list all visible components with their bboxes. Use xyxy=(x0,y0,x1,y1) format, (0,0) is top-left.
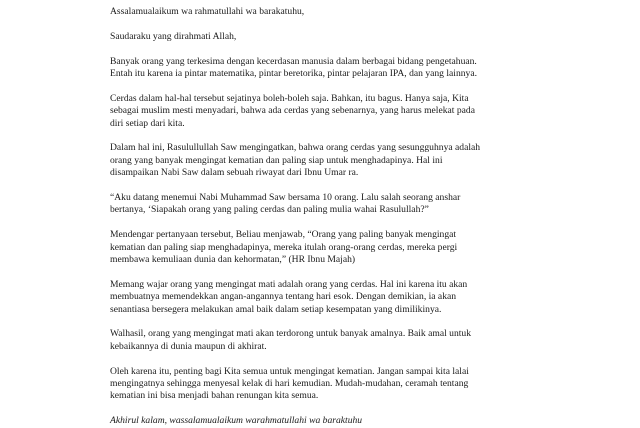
paragraph: Walhasil, orang yang mengingat mati akan terdorong untuk banyak amalnya. Baik amal untuk kebaikannya di dunia maupun di akhirat. xyxy=(110,328,472,352)
salutation: Assalamualaikum wa rahmatullahi wa barakatuhu, xyxy=(110,6,305,17)
paragraph: Dalam hal ini, Rasulullullah Saw mengingatkan, bahwa orang cerdas yang sesungguhnya adalah orang yang banyak mengingat kematian dan paling siap untuk menghadapinya. Hal ini disampaikan Nabi Saw dalam sebuah riwayat dari Ibnu Umar ra. xyxy=(110,142,481,179)
greeting: Saudaraku yang dirahmati Allah, xyxy=(110,30,237,42)
paragraph: Memang wajar orang yang mengingat mati adalah orang yang cerdas. Hal ini karena itu akan membuatnya memendekkan angan-angannya tentang hari esok. Dengan demikian, ia akan senantiasa bersegera melakukan amal baik dalam setiap kesempatan yang dimilikinya. xyxy=(110,278,468,315)
document-body xyxy=(110,6,530,428)
paragraph: Banyak orang yang terkesima dengan kecerdasan manusia dalam berbagai bidang pengetahuan. Entah itu karena ia pintar matematika, pintar beretorika, pintar pelajaran IPA, dan yang lainnya. xyxy=(110,55,478,79)
hadith-quote: “Aku datang menemui Nabi Muhammad Saw bersama 10 orang. Lalu salah seorang anshar bertanya, ‘Siapakah orang yang paling cerdas dan paling mulia wahai Rasulullah?” xyxy=(110,192,461,216)
paragraph: Oleh karena itu, penting bagi Kita semua untuk mengingat kematian. Jangan sampai kita lalai mengingatnya sehingga menyesal kelak di hari kemudian. Mudah-mudahan, ceramah tentang kematian ini bisa menjadi bahan renungan kita semua. xyxy=(110,365,469,402)
closing-line: Akhirul kalam, wassalamualaikum warahmatullahi wa baraktuhu xyxy=(110,415,363,427)
paragraph: Cerdas dalam hal-hal tersebut sejatinya boleh-boleh saja. Bahkan, itu bagus. Hanya saja, Kita sebagai muslim mesti menyadari, bahwa ada cerdas yang sebenarnya, yang harus melekat pada diri setiap dari kita. xyxy=(110,92,475,129)
paragraph: Mendengar pertanyaan tersebut, Beliau menjawab, “Orang yang paling banyak mengingat kematian dan paling siap menghadapinya, mereka itulah orang-orang cerdas, mereka pergi membawa kemuliaan dunia dan kehormatan,” (HR Ibnu Majah) xyxy=(110,229,458,266)
